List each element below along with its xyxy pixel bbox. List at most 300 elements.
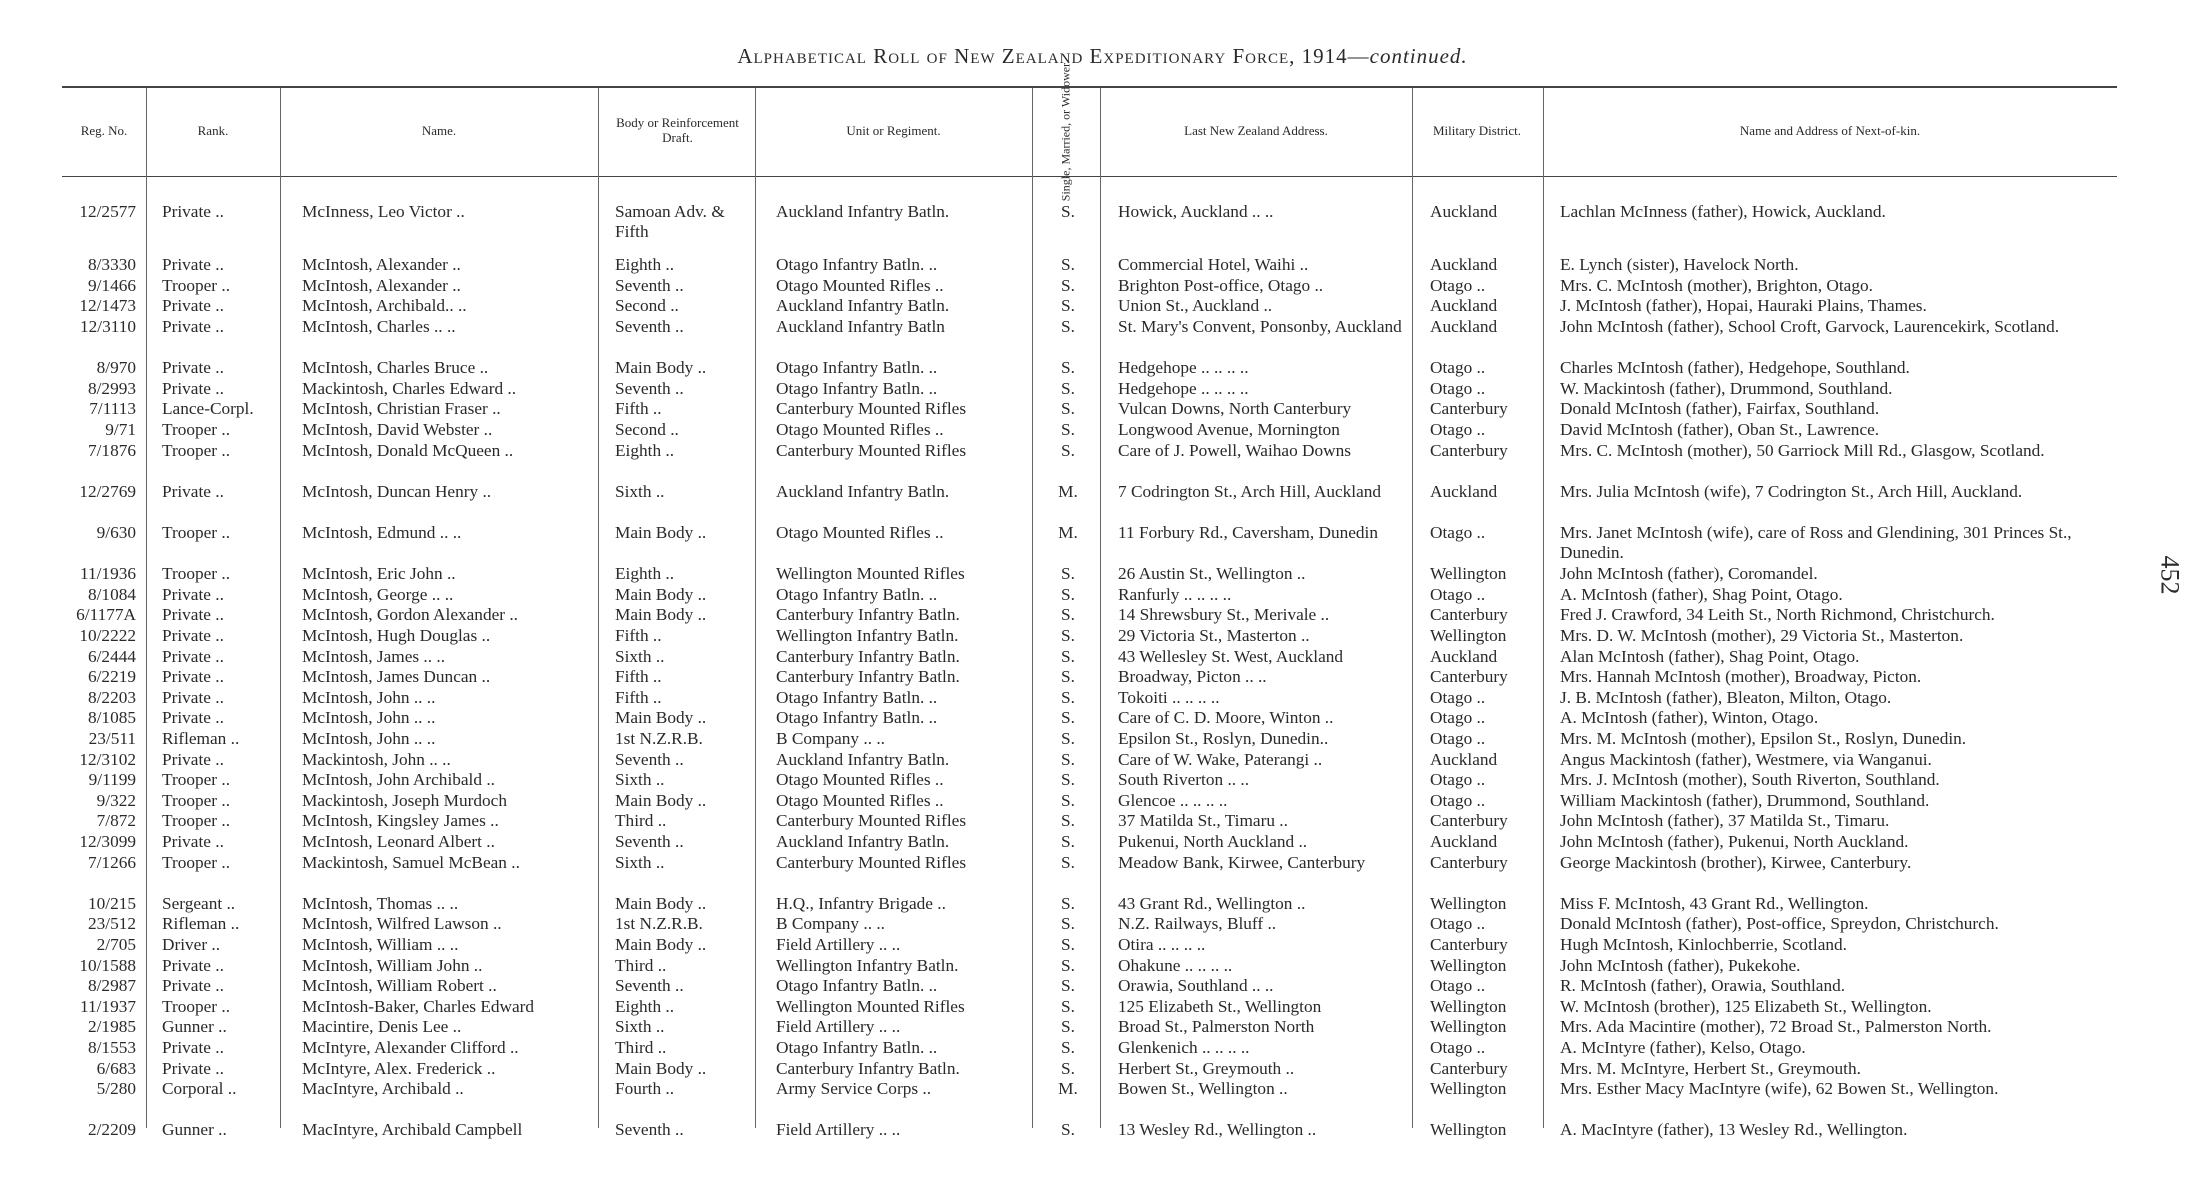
reg-no-cell: 9/630 bbox=[96, 523, 136, 542]
reg-no-cell: 9/322 bbox=[96, 790, 136, 810]
next-of-kin-cell: Mrs. M. McIntosh (mother), Epsilon St., Roslyn, Dunedin. bbox=[1560, 729, 1967, 748]
name-cell: McIntosh, Archibald.. .. bbox=[302, 296, 467, 316]
draft-cell: Second .. bbox=[615, 420, 679, 439]
unit-cell: Auckland Infantry Batln. bbox=[776, 202, 950, 221]
reg-no-cell: 12/1473 bbox=[79, 296, 136, 316]
status-cell: M. bbox=[1058, 1079, 1078, 1099]
status-cell: S. bbox=[1061, 399, 1075, 419]
reg-no-cell: 6/683 bbox=[96, 1058, 136, 1078]
draft-cell: Seventh .. bbox=[615, 832, 684, 851]
unit-cell: Wellington Infantry Batln. bbox=[776, 955, 959, 975]
status-cell: S. bbox=[1061, 420, 1075, 439]
reg-no-cell: 8/2987 bbox=[87, 976, 136, 996]
column-divider bbox=[1412, 88, 1413, 1128]
name-cell: Mackintosh, Charles Edward .. bbox=[302, 378, 517, 398]
header-reg-no: Reg. No. bbox=[80, 122, 128, 138]
status-cell: S. bbox=[1061, 729, 1075, 748]
name-cell: McIntosh, William John .. bbox=[302, 955, 483, 975]
name-cell: McIntyre, Alexander Clifford .. bbox=[302, 1038, 519, 1057]
unit-cell: Auckland Infantry Batln bbox=[776, 317, 945, 336]
address-cell: Union St., Auckland .. bbox=[1118, 296, 1273, 316]
next-of-kin-cell: Angus Mackintosh (father), Westmere, via Wanganui. bbox=[1560, 749, 1932, 769]
rank-cell: Private .. bbox=[162, 749, 224, 769]
address-cell: Hedgehope .. .. .. .. bbox=[1118, 358, 1249, 378]
name-cell: Macintire, Denis Lee .. bbox=[302, 1017, 462, 1037]
unit-cell: B Company .. .. bbox=[776, 729, 885, 748]
unit-cell: B Company .. .. bbox=[776, 914, 885, 934]
unit-cell: Canterbury Infantry Batln. bbox=[776, 605, 960, 625]
reg-no-cell: 8/1085 bbox=[87, 708, 136, 728]
district-cell: Auckland bbox=[1430, 317, 1498, 336]
status-cell: S. bbox=[1061, 687, 1075, 707]
name-cell: MacIntyre, Archibald .. bbox=[302, 1079, 464, 1099]
rank-cell: Trooper .. bbox=[162, 440, 231, 460]
name-cell: McIntosh-Baker, Charles Edward bbox=[302, 996, 535, 1016]
rank-cell: Rifleman .. bbox=[162, 729, 240, 748]
district-cell: Wellington bbox=[1430, 564, 1507, 584]
name-cell: McInness, Leo Victor .. bbox=[302, 202, 465, 221]
address-cell: Herbert St., Greymouth .. bbox=[1118, 1058, 1295, 1078]
unit-cell: Otago Mounted Rifles .. bbox=[776, 523, 944, 542]
rank-cell: Private .. bbox=[162, 955, 224, 975]
name-cell: McIntosh, Donald McQueen .. bbox=[302, 440, 514, 460]
status-cell: S. bbox=[1061, 564, 1075, 584]
district-cell: Canterbury bbox=[1430, 440, 1508, 460]
rank-cell: Trooper .. bbox=[162, 996, 231, 1016]
unit-cell: Auckland Infantry Batln. bbox=[776, 832, 950, 851]
district-cell: Otago .. bbox=[1430, 584, 1486, 604]
status-cell: S. bbox=[1061, 811, 1075, 831]
unit-cell: Auckland Infantry Batln. bbox=[776, 749, 950, 769]
status-cell: M. bbox=[1058, 481, 1078, 501]
next-of-kin-cell: R. McIntosh (father), Orawia, Southland. bbox=[1560, 976, 1846, 996]
status-cell: S. bbox=[1061, 275, 1075, 295]
name-cell: McIntosh, John .. .. bbox=[302, 729, 436, 748]
district-cell: Auckland bbox=[1430, 255, 1498, 275]
next-of-kin-cell: Charles McIntosh (father), Hedgehope, Southland. bbox=[1560, 358, 1910, 378]
status-cell: S. bbox=[1061, 955, 1075, 975]
reg-no-cell: 12/3102 bbox=[79, 749, 136, 769]
address-cell: Bowen St., Wellington .. bbox=[1118, 1079, 1288, 1099]
next-of-kin-cell: Mrs. Ada Macintire (mother), 72 Broad St., Palmerston North. bbox=[1560, 1017, 1992, 1037]
address-cell: 29 Victoria St., Masterton .. bbox=[1118, 626, 1310, 645]
address-cell: Epsilon St., Roslyn, Dunedin.. bbox=[1118, 729, 1329, 748]
district-cell: Otago .. bbox=[1430, 1038, 1486, 1057]
status-cell: S. bbox=[1061, 358, 1075, 378]
header-status bbox=[1032, 60, 1100, 202]
header-rank: Rank. bbox=[197, 122, 229, 138]
draft-cell: 1st N.Z.R.B. bbox=[615, 729, 703, 748]
district-cell: Canterbury bbox=[1430, 605, 1508, 625]
rank-cell: Private .. bbox=[162, 296, 224, 316]
name-cell: McIntosh, Wilfred Lawson .. bbox=[302, 914, 502, 934]
reg-no-cell: 8/1553 bbox=[87, 1038, 136, 1057]
address-cell: Ranfurly .. .. .. .. bbox=[1118, 584, 1232, 604]
unit-cell: Otago Infantry Batln. .. bbox=[776, 687, 938, 707]
reg-no-cell: 8/3330 bbox=[87, 255, 136, 275]
name-cell: McIntosh, John .. .. bbox=[302, 708, 436, 728]
rank-cell: Private .. bbox=[162, 667, 224, 687]
name-cell: McIntosh, Charles .. .. bbox=[302, 317, 456, 336]
address-cell: 11 Forbury Rd., Caversham, Dunedin bbox=[1118, 523, 1378, 542]
rank-cell: Gunner .. bbox=[162, 1120, 227, 1140]
address-cell: Glenkenich .. .. .. .. bbox=[1118, 1038, 1250, 1057]
district-cell: Canterbury bbox=[1430, 399, 1508, 419]
column-divider bbox=[1032, 88, 1033, 1128]
district-cell: Otago .. bbox=[1430, 420, 1486, 439]
district-cell: Otago .. bbox=[1430, 729, 1486, 748]
rank-cell: Corporal .. bbox=[162, 1079, 237, 1099]
reg-no-cell: 23/511 bbox=[88, 729, 136, 748]
unit-cell: Field Artillery .. .. bbox=[776, 1017, 901, 1037]
unit-cell: Canterbury Mounted Rifles bbox=[776, 852, 967, 872]
name-cell: McIntosh, William Robert .. bbox=[302, 976, 497, 996]
name-cell: McIntosh, Alexander .. bbox=[302, 255, 461, 275]
column-divider bbox=[1100, 88, 1101, 1128]
rank-cell: Private .. bbox=[162, 1058, 224, 1078]
next-of-kin-cell: Mrs. Hannah McIntosh (mother), Broadway, Picton. bbox=[1560, 667, 1922, 687]
rank-cell: Private .. bbox=[162, 584, 224, 604]
rank-cell: Trooper .. bbox=[162, 275, 231, 295]
address-cell: Broadway, Picton .. .. bbox=[1118, 667, 1267, 687]
address-cell: N.Z. Railways, Bluff .. bbox=[1118, 914, 1277, 934]
district-cell: Auckland bbox=[1430, 646, 1498, 666]
address-cell: 37 Matilda St., Timaru .. bbox=[1118, 811, 1288, 831]
draft-cell: Seventh .. bbox=[615, 1120, 684, 1140]
address-cell: Tokoiti .. .. .. .. bbox=[1118, 687, 1220, 707]
address-cell: Vulcan Downs, North Canterbury bbox=[1118, 399, 1352, 419]
draft-cell: Main Body .. bbox=[615, 1058, 707, 1078]
unit-cell: Otago Infantry Batln. .. bbox=[776, 255, 938, 275]
name-cell: McIntosh, Eric John .. bbox=[302, 564, 456, 584]
reg-no-cell: 9/71 bbox=[105, 420, 136, 439]
district-cell: Otago .. bbox=[1430, 687, 1486, 707]
draft-cell: Third .. bbox=[615, 811, 667, 831]
next-of-kin-cell: Mrs. M. McIntyre, Herbert St., Greymouth. bbox=[1560, 1058, 1861, 1078]
address-cell: 13 Wesley Rd., Wellington .. bbox=[1118, 1120, 1317, 1140]
reg-no-cell: 10/215 bbox=[87, 893, 136, 913]
rank-cell: Private .. bbox=[162, 605, 224, 625]
next-of-kin-cell: Mrs. D. W. McIntosh (mother), 29 Victoria St., Masterton. bbox=[1560, 626, 1964, 645]
reg-no-cell: 11/1937 bbox=[79, 996, 136, 1016]
draft-cell: Seventh .. bbox=[615, 275, 684, 295]
status-cell: S. bbox=[1061, 976, 1075, 996]
rank-cell: Private .. bbox=[162, 1038, 224, 1057]
draft-cell: Main Body .. bbox=[615, 790, 707, 810]
name-cell: McIntosh, William .. .. bbox=[302, 935, 459, 954]
district-cell: Auckland bbox=[1430, 202, 1498, 221]
address-cell: 43 Grant Rd., Wellington .. bbox=[1118, 893, 1306, 913]
draft-cell: Main Body .. bbox=[615, 605, 707, 625]
next-of-kin-cell: Mrs. Esther Macy MacIntyre (wife), 62 Bowen St., Wellington. bbox=[1560, 1079, 1999, 1099]
address-cell: 14 Shrewsbury St., Merivale .. bbox=[1118, 605, 1330, 625]
address-cell: St. Mary's Convent, Ponsonby, Auckland bbox=[1118, 317, 1402, 336]
reg-no-cell: 12/2769 bbox=[79, 481, 136, 501]
draft-cell: Second .. bbox=[615, 296, 679, 316]
reg-no-cell: 11/1936 bbox=[79, 564, 136, 584]
draft-cell: Sixth .. bbox=[615, 770, 665, 790]
reg-no-cell: 6/1177A bbox=[76, 605, 136, 625]
rank-cell: Private .. bbox=[162, 481, 224, 501]
reg-no-cell: 8/2993 bbox=[87, 378, 136, 398]
unit-cell: Canterbury Infantry Batln. bbox=[776, 1058, 960, 1078]
reg-no-cell: 9/1199 bbox=[88, 770, 136, 790]
unit-cell: Otago Mounted Rifles .. bbox=[776, 770, 944, 790]
rank-cell: Lance-Corpl. bbox=[162, 399, 254, 419]
address-cell: 26 Austin St., Wellington .. bbox=[1118, 564, 1306, 584]
next-of-kin-cell: J. McIntosh (father), Hopai, Hauraki Plains, Thames. bbox=[1560, 296, 1927, 316]
next-of-kin-cell: Lachlan McInness (father), Howick, Auckland. bbox=[1560, 202, 1886, 221]
rank-cell: Trooper .. bbox=[162, 770, 231, 790]
rank-cell: Gunner .. bbox=[162, 1017, 227, 1037]
next-of-kin-cell: Donald McIntosh (father), Post-office, Spreydon, Christchurch. bbox=[1560, 914, 1999, 934]
rank-cell: Private .. bbox=[162, 832, 224, 851]
header-bottom-rule bbox=[62, 176, 2117, 177]
reg-no-cell: 6/2219 bbox=[87, 667, 136, 687]
next-of-kin-cell: W. Mackintosh (father), Drummond, Southland. bbox=[1560, 378, 1893, 398]
next-of-kin-cell: David McIntosh (father), Oban St., Lawrence. bbox=[1560, 420, 1880, 439]
unit-cell: Canterbury Mounted Rifles bbox=[776, 440, 967, 460]
draft-cell: Main Body .. bbox=[615, 935, 707, 954]
status-cell: S. bbox=[1061, 440, 1075, 460]
address-cell: Pukenui, North Auckland .. bbox=[1118, 832, 1308, 851]
next-of-kin-cell: E. Lynch (sister), Havelock North. bbox=[1560, 255, 1799, 275]
name-cell: McIntosh, Charles Bruce .. bbox=[302, 358, 489, 378]
reg-no-cell: 2/2209 bbox=[87, 1120, 136, 1140]
address-cell: Howick, Auckland .. .. bbox=[1118, 202, 1274, 221]
header-address: Last New Zealand Address. bbox=[1184, 122, 1328, 138]
draft-cell: Main Body .. bbox=[615, 358, 707, 378]
unit-cell: Otago Infantry Batln. .. bbox=[776, 378, 938, 398]
header-name: Name. bbox=[421, 122, 457, 138]
draft-cell: Third .. bbox=[615, 1038, 667, 1057]
name-cell: McIntosh, Gordon Alexander .. bbox=[302, 605, 518, 625]
draft-cell: Seventh .. bbox=[615, 378, 684, 398]
status-cell: S. bbox=[1061, 935, 1075, 954]
status-cell: S. bbox=[1061, 996, 1075, 1016]
name-cell: McIntosh, Thomas .. .. bbox=[302, 893, 459, 913]
next-of-kin-cell: Fred J. Crawford, 34 Leith St., North Richmond, Christchurch. bbox=[1560, 605, 1995, 625]
unit-cell: Canterbury Mounted Rifles bbox=[776, 399, 967, 419]
name-cell: McIntosh, James Duncan .. bbox=[302, 667, 491, 687]
reg-no-cell: 7/1113 bbox=[89, 399, 136, 419]
status-cell: S. bbox=[1061, 378, 1075, 398]
reg-no-cell: 8/1084 bbox=[87, 584, 136, 604]
rank-cell: Private .. bbox=[162, 646, 224, 666]
next-of-kin-cell: W. McIntosh (brother), 125 Elizabeth St., Wellington. bbox=[1560, 996, 1932, 1016]
unit-cell: Otago Infantry Batln. .. bbox=[776, 1038, 938, 1057]
district-cell: Wellington bbox=[1430, 955, 1507, 975]
district-cell: Wellington bbox=[1430, 1017, 1507, 1037]
reg-no-cell: 10/1588 bbox=[79, 955, 136, 975]
district-cell: Wellington bbox=[1430, 893, 1507, 913]
name-cell: McIntyre, Alex. Frederick .. bbox=[302, 1058, 496, 1078]
unit-cell: Canterbury Mounted Rifles bbox=[776, 811, 967, 831]
rank-cell: Private .. bbox=[162, 687, 224, 707]
district-cell: Otago .. bbox=[1430, 976, 1486, 996]
status-cell: S. bbox=[1061, 914, 1075, 934]
page-title-text: Alphabetical Roll of New Zealand Expeditionary Force, 1914— bbox=[737, 44, 1370, 68]
reg-no-cell: 12/3110 bbox=[79, 317, 136, 336]
next-of-kin-cell: A. McIntyre (father), Kelso, Otago. bbox=[1560, 1038, 1806, 1057]
reg-no-cell: 10/2222 bbox=[79, 626, 136, 645]
name-cell: McIntosh, Alexander .. bbox=[302, 275, 461, 295]
district-cell: Auckland bbox=[1430, 481, 1498, 501]
address-cell: Otira .. .. .. .. bbox=[1118, 935, 1206, 954]
draft-cell: Fifth .. bbox=[615, 626, 662, 645]
next-of-kin-cell: William Mackintosh (father), Drummond, Southland. bbox=[1560, 790, 1930, 810]
rank-cell: Trooper .. bbox=[162, 811, 231, 831]
unit-cell: H.Q., Infantry Brigade .. bbox=[776, 893, 946, 913]
draft-cell: Fifth .. bbox=[615, 399, 662, 419]
district-cell: Otago .. bbox=[1430, 770, 1486, 790]
address-cell: 125 Elizabeth St., Wellington bbox=[1118, 996, 1322, 1016]
district-cell: Canterbury bbox=[1430, 811, 1508, 831]
status-cell: S. bbox=[1061, 1017, 1075, 1037]
reg-no-cell: 2/705 bbox=[96, 935, 136, 954]
draft-cell: Eighth .. bbox=[615, 440, 675, 460]
status-cell: S. bbox=[1061, 790, 1075, 810]
next-of-kin-cell: Mrs. C. McIntosh (mother), Brighton, Otago. bbox=[1560, 275, 1873, 295]
next-of-kin-cell: John McIntosh (father), Coromandel. bbox=[1560, 564, 1818, 584]
header-draft: Body or Reinforcement Draft. bbox=[616, 115, 739, 145]
address-cell: Care of W. Wake, Paterangi .. bbox=[1118, 749, 1323, 769]
unit-cell: Canterbury Infantry Batln. bbox=[776, 646, 960, 666]
district-cell: Auckland bbox=[1430, 296, 1498, 316]
status-cell: S. bbox=[1061, 646, 1075, 666]
next-of-kin-cell: Mrs. Janet McIntosh (wife), care of Ross and Glendining, 301 Princes St., Dunedin. bbox=[1560, 523, 2072, 562]
unit-cell: Otago Infantry Batln. .. bbox=[776, 976, 938, 996]
district-cell: Canterbury bbox=[1430, 935, 1508, 954]
next-of-kin-cell: Miss F. McIntosh, 43 Grant Rd., Wellington. bbox=[1560, 893, 1869, 913]
unit-cell: Otago Mounted Rifles .. bbox=[776, 420, 944, 439]
reg-no-cell: 2/1985 bbox=[87, 1017, 136, 1037]
next-of-kin-cell: Mrs. C. McIntosh (mother), 50 Garriock Mill Rd., Glasgow, Scotland. bbox=[1560, 440, 2045, 460]
unit-cell: Otago Mounted Rifles .. bbox=[776, 275, 944, 295]
draft-cell: Seventh .. bbox=[615, 317, 684, 336]
draft-cell: Samoan Adv. & Fifth bbox=[615, 202, 725, 241]
reg-no-cell: 12/2577 bbox=[79, 202, 136, 221]
column-divider bbox=[598, 88, 599, 1128]
page-number: 452 bbox=[2155, 555, 2185, 595]
reg-no-cell: 12/3099 bbox=[79, 832, 136, 851]
draft-cell: Fifth .. bbox=[615, 687, 662, 707]
status-cell: S. bbox=[1061, 1058, 1075, 1078]
address-cell: South Riverton .. .. bbox=[1118, 770, 1250, 790]
status-cell: S. bbox=[1061, 605, 1075, 625]
district-cell: Wellington bbox=[1430, 626, 1507, 645]
unit-cell: Otago Infantry Batln. .. bbox=[776, 358, 938, 378]
name-cell: McIntosh, Duncan Henry .. bbox=[302, 481, 492, 501]
rank-cell: Private .. bbox=[162, 202, 224, 221]
district-cell: Otago .. bbox=[1430, 790, 1486, 810]
district-cell: Otago .. bbox=[1430, 523, 1486, 542]
district-cell: Otago .. bbox=[1430, 378, 1486, 398]
draft-cell: Main Body .. bbox=[615, 708, 707, 728]
reg-no-cell: 7/1876 bbox=[87, 440, 136, 460]
unit-cell: Otago Infantry Batln. .. bbox=[776, 584, 938, 604]
reg-no-cell: 5/280 bbox=[96, 1079, 136, 1099]
district-cell: Canterbury bbox=[1430, 1058, 1508, 1078]
unit-cell: Wellington Infantry Batln. bbox=[776, 626, 959, 645]
draft-cell: 1st N.Z.R.B. bbox=[615, 914, 703, 934]
unit-cell: Field Artillery .. .. bbox=[776, 935, 901, 954]
rank-cell: Trooper .. bbox=[162, 523, 231, 542]
name-cell: McIntosh, John Archibald .. bbox=[302, 770, 495, 790]
district-cell: Otago .. bbox=[1430, 358, 1486, 378]
draft-cell: Fifth .. bbox=[615, 667, 662, 687]
page-title bbox=[0, 44, 2205, 69]
address-cell: 43 Wellesley St. West, Auckland bbox=[1118, 646, 1344, 666]
rank-cell: Private .. bbox=[162, 358, 224, 378]
status-cell: S. bbox=[1061, 584, 1075, 604]
address-cell: Broad St., Palmerston North bbox=[1118, 1017, 1315, 1037]
next-of-kin-cell: John McIntosh (father), Pukekohe. bbox=[1560, 955, 1801, 975]
next-of-kin-cell: Alan McIntosh (father), Shag Point, Otago. bbox=[1560, 646, 1860, 666]
page-title-continued: continued. bbox=[1369, 44, 1468, 68]
district-cell: Canterbury bbox=[1430, 852, 1508, 872]
status-cell: S. bbox=[1061, 749, 1075, 769]
status-cell: S. bbox=[1061, 1038, 1075, 1057]
unit-cell: Otago Mounted Rifles .. bbox=[776, 790, 944, 810]
next-of-kin-cell: Mrs. Julia McIntosh (wife), 7 Codrington St., Arch Hill, Auckland. bbox=[1560, 481, 2023, 501]
next-of-kin-cell: A. MacIntyre (father), 13 Wesley Rd., Wellington. bbox=[1560, 1120, 1908, 1140]
status-cell: S. bbox=[1061, 852, 1075, 872]
draft-cell: Eighth .. bbox=[615, 255, 675, 275]
status-cell: S. bbox=[1061, 893, 1075, 913]
rank-cell: Sergeant .. bbox=[162, 893, 236, 913]
draft-cell: Eighth .. bbox=[615, 996, 675, 1016]
unit-cell: Wellington Mounted Rifles bbox=[776, 996, 965, 1016]
status-cell: S. bbox=[1061, 832, 1075, 851]
rank-cell: Trooper .. bbox=[162, 420, 231, 439]
district-cell: Canterbury bbox=[1430, 667, 1508, 687]
draft-cell: Main Body .. bbox=[615, 523, 707, 542]
header-unit: Unit or Regiment. bbox=[846, 122, 941, 138]
next-of-kin-cell: Donald McIntosh (father), Fairfax, Southland. bbox=[1560, 399, 1880, 419]
address-cell: Care of J. Powell, Waihao Downs bbox=[1118, 440, 1351, 460]
status-cell: S. bbox=[1061, 1120, 1075, 1140]
draft-cell: Sixth .. bbox=[615, 852, 665, 872]
draft-cell: Main Body .. bbox=[615, 893, 707, 913]
reg-no-cell: 9/1466 bbox=[87, 275, 136, 295]
unit-cell: Field Artillery .. .. bbox=[776, 1120, 901, 1140]
draft-cell: Main Body .. bbox=[615, 584, 707, 604]
name-cell: Mackintosh, John .. .. bbox=[302, 749, 451, 769]
address-cell: Brighton Post-office, Otago .. bbox=[1118, 275, 1324, 295]
address-cell: Care of C. D. Moore, Winton .. bbox=[1118, 708, 1334, 728]
next-of-kin-cell: Hugh McIntosh, Kinlochberrie, Scotland. bbox=[1560, 935, 1848, 954]
address-cell: Longwood Avenue, Mornington bbox=[1118, 420, 1340, 439]
rank-cell: Rifleman .. bbox=[162, 914, 240, 934]
draft-cell: Sixth .. bbox=[615, 646, 665, 666]
name-cell: McIntosh, George .. .. bbox=[302, 584, 454, 604]
rank-cell: Private .. bbox=[162, 976, 224, 996]
unit-cell: Auckland Infantry Batln. bbox=[776, 296, 950, 316]
status-cell: S. bbox=[1061, 255, 1075, 275]
rank-cell: Trooper .. bbox=[162, 790, 231, 810]
district-cell: Otago .. bbox=[1430, 275, 1486, 295]
name-cell: MacIntyre, Archibald Campbell bbox=[302, 1120, 523, 1140]
rank-cell: Trooper .. bbox=[162, 564, 231, 584]
name-cell: McIntosh, Leonard Albert .. bbox=[302, 832, 495, 851]
column-divider bbox=[755, 88, 756, 1128]
district-cell: Wellington bbox=[1430, 1079, 1507, 1099]
next-of-kin-cell: John McIntosh (father), Pukenui, North Auckland. bbox=[1560, 832, 1909, 851]
column-divider bbox=[146, 88, 147, 1128]
unit-cell: Canterbury Infantry Batln. bbox=[776, 667, 960, 687]
status-cell: S. bbox=[1061, 667, 1075, 687]
